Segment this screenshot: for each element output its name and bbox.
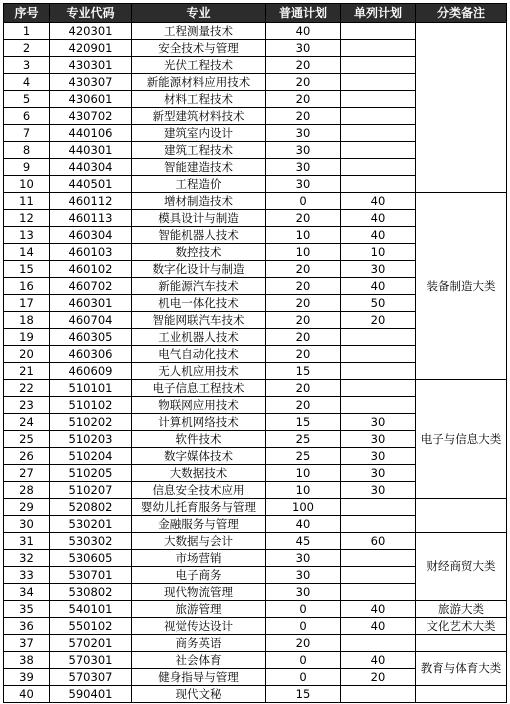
row-regular-plan: 30 xyxy=(266,159,341,176)
row-regular-plan: 20 xyxy=(266,210,341,227)
row-regular-plan: 0 xyxy=(266,193,341,210)
row-major: 数控技术 xyxy=(132,244,266,261)
row-separate-plan xyxy=(341,108,416,125)
row-regular-plan: 25 xyxy=(266,448,341,465)
row-index: 21 xyxy=(4,363,50,380)
row-separate-plan: 20 xyxy=(341,312,416,329)
row-code: 590401 xyxy=(50,686,132,703)
row-separate-plan: 40 xyxy=(341,652,416,669)
row-major: 新型建筑材料技术 xyxy=(132,108,266,125)
row-regular-plan: 10 xyxy=(266,227,341,244)
row-index: 2 xyxy=(4,40,50,57)
header-category: 分类备注 xyxy=(416,4,507,23)
row-major: 建筑室内设计 xyxy=(132,125,266,142)
row-separate-plan: 10 xyxy=(341,244,416,261)
row-index: 18 xyxy=(4,312,50,329)
row-regular-plan: 20 xyxy=(266,91,341,108)
row-regular-plan: 100 xyxy=(266,499,341,516)
row-regular-plan: 0 xyxy=(266,669,341,686)
category-cell xyxy=(416,635,507,652)
row-major: 增材制造技术 xyxy=(132,193,266,210)
row-separate-plan: 30 xyxy=(341,482,416,499)
row-regular-plan: 30 xyxy=(266,567,341,584)
row-regular-plan: 45 xyxy=(266,533,341,550)
table-row xyxy=(4,499,507,516)
row-major: 商务英语 xyxy=(132,635,266,652)
row-code: 430307 xyxy=(50,74,132,91)
row-separate-plan xyxy=(341,550,416,567)
row-index: 7 xyxy=(4,125,50,142)
row-separate-plan xyxy=(341,516,416,533)
row-code: 460305 xyxy=(50,329,132,346)
row-regular-plan: 20 xyxy=(266,57,341,74)
row-major: 婴幼儿托育服务与管理 xyxy=(132,499,266,516)
row-code: 520802 xyxy=(50,499,132,516)
row-major: 新能源汽车技术 xyxy=(132,278,266,295)
row-index: 23 xyxy=(4,397,50,414)
row-major: 材料工程技术 xyxy=(132,91,266,108)
row-major: 无人机应用技术 xyxy=(132,363,266,380)
row-major: 软件技术 xyxy=(132,431,266,448)
row-index: 36 xyxy=(4,618,50,635)
row-major: 大数据技术 xyxy=(132,465,266,482)
row-code: 530302 xyxy=(50,533,132,550)
row-separate-plan xyxy=(341,74,416,91)
row-major: 智能建造技术 xyxy=(132,159,266,176)
row-major: 金融服务与管理 xyxy=(132,516,266,533)
category-cell: 旅游大类 xyxy=(416,601,507,618)
row-major: 安全技术与管理 xyxy=(132,40,266,57)
row-index: 14 xyxy=(4,244,50,261)
category-cell: 电子与信息大类 xyxy=(416,380,507,499)
row-regular-plan: 15 xyxy=(266,363,341,380)
row-separate-plan xyxy=(341,23,416,40)
row-separate-plan: 40 xyxy=(341,601,416,618)
row-index: 10 xyxy=(4,176,50,193)
header-regular-plan: 普通计划 xyxy=(266,4,341,23)
table-row xyxy=(4,380,507,397)
row-index: 1 xyxy=(4,23,50,40)
row-code: 460112 xyxy=(50,193,132,210)
row-code: 430601 xyxy=(50,91,132,108)
category-cell xyxy=(416,499,507,533)
row-code: 510205 xyxy=(50,465,132,482)
row-code: 420301 xyxy=(50,23,132,40)
table-row xyxy=(4,533,507,550)
row-separate-plan xyxy=(341,125,416,142)
row-regular-plan: 30 xyxy=(266,40,341,57)
row-index: 39 xyxy=(4,669,50,686)
category-cell: 教育与体育大类 xyxy=(416,652,507,686)
row-code: 460102 xyxy=(50,261,132,278)
row-code: 460609 xyxy=(50,363,132,380)
row-separate-plan xyxy=(341,176,416,193)
row-separate-plan: 30 xyxy=(341,431,416,448)
row-regular-plan: 30 xyxy=(266,550,341,567)
row-major: 健身指导与管理 xyxy=(132,669,266,686)
row-major: 计算机网络技术 xyxy=(132,414,266,431)
row-regular-plan: 20 xyxy=(266,346,341,363)
row-index: 34 xyxy=(4,584,50,601)
row-separate-plan xyxy=(341,329,416,346)
row-regular-plan: 30 xyxy=(266,125,341,142)
row-index: 3 xyxy=(4,57,50,74)
row-code: 510101 xyxy=(50,380,132,397)
row-index: 11 xyxy=(4,193,50,210)
row-code: 510204 xyxy=(50,448,132,465)
header-major: 专业 xyxy=(132,4,266,23)
row-regular-plan: 20 xyxy=(266,329,341,346)
table-row xyxy=(4,618,507,635)
row-index: 20 xyxy=(4,346,50,363)
row-separate-plan: 40 xyxy=(341,210,416,227)
table-header-row xyxy=(4,4,507,23)
row-regular-plan: 20 xyxy=(266,278,341,295)
row-regular-plan: 25 xyxy=(266,431,341,448)
row-separate-plan xyxy=(341,57,416,74)
row-separate-plan xyxy=(341,380,416,397)
row-index: 27 xyxy=(4,465,50,482)
row-regular-plan: 20 xyxy=(266,397,341,414)
row-index: 31 xyxy=(4,533,50,550)
row-major: 数字媒体技术 xyxy=(132,448,266,465)
row-major: 旅游管理 xyxy=(132,601,266,618)
row-code: 430702 xyxy=(50,108,132,125)
row-index: 8 xyxy=(4,142,50,159)
row-major: 市场营销 xyxy=(132,550,266,567)
row-regular-plan: 0 xyxy=(266,618,341,635)
row-index: 5 xyxy=(4,91,50,108)
row-major: 智能机器人技术 xyxy=(132,227,266,244)
row-index: 24 xyxy=(4,414,50,431)
row-index: 19 xyxy=(4,329,50,346)
row-major: 光伏工程技术 xyxy=(132,57,266,74)
row-regular-plan: 15 xyxy=(266,686,341,703)
row-code: 570201 xyxy=(50,635,132,652)
row-separate-plan xyxy=(341,363,416,380)
row-code: 530701 xyxy=(50,567,132,584)
row-regular-plan: 40 xyxy=(266,516,341,533)
row-major: 现代物流管理 xyxy=(132,584,266,601)
row-index: 35 xyxy=(4,601,50,618)
row-regular-plan: 20 xyxy=(266,635,341,652)
row-code: 440106 xyxy=(50,125,132,142)
category-cell: 文化艺术大类 xyxy=(416,618,507,635)
row-regular-plan: 20 xyxy=(266,295,341,312)
row-code: 530802 xyxy=(50,584,132,601)
row-regular-plan: 40 xyxy=(266,23,341,40)
row-code: 460103 xyxy=(50,244,132,261)
row-separate-plan xyxy=(341,584,416,601)
row-major: 新能源材料应用技术 xyxy=(132,74,266,91)
category-cell xyxy=(416,686,507,703)
header-separate-plan: 单列计划 xyxy=(341,4,416,23)
row-major: 社会体育 xyxy=(132,652,266,669)
row-separate-plan: 40 xyxy=(341,227,416,244)
row-code: 460301 xyxy=(50,295,132,312)
row-major: 工程测量技术 xyxy=(132,23,266,40)
row-major: 工业机器人技术 xyxy=(132,329,266,346)
row-separate-plan: 50 xyxy=(341,295,416,312)
table-row xyxy=(4,23,507,40)
row-separate-plan xyxy=(341,346,416,363)
row-regular-plan: 20 xyxy=(266,108,341,125)
row-index: 38 xyxy=(4,652,50,669)
row-code: 510203 xyxy=(50,431,132,448)
row-major: 信息安全技术应用 xyxy=(132,482,266,499)
row-major: 工程造价 xyxy=(132,176,266,193)
row-major: 电气自动化技术 xyxy=(132,346,266,363)
row-code: 570307 xyxy=(50,669,132,686)
row-code: 460704 xyxy=(50,312,132,329)
row-index: 32 xyxy=(4,550,50,567)
row-separate-plan: 30 xyxy=(341,414,416,431)
table-row xyxy=(4,652,507,669)
row-regular-plan: 30 xyxy=(266,584,341,601)
row-index: 9 xyxy=(4,159,50,176)
row-separate-plan xyxy=(341,397,416,414)
row-major: 机电一体化技术 xyxy=(132,295,266,312)
row-separate-plan: 40 xyxy=(341,193,416,210)
row-major: 数字化设计与制造 xyxy=(132,261,266,278)
row-code: 550102 xyxy=(50,618,132,635)
row-index: 37 xyxy=(4,635,50,652)
row-index: 15 xyxy=(4,261,50,278)
row-index: 40 xyxy=(4,686,50,703)
row-code: 530605 xyxy=(50,550,132,567)
row-regular-plan: 15 xyxy=(266,414,341,431)
row-major: 视觉传达设计 xyxy=(132,618,266,635)
row-separate-plan: 30 xyxy=(341,448,416,465)
row-major: 大数据与会计 xyxy=(132,533,266,550)
row-major: 模具设计与制造 xyxy=(132,210,266,227)
row-separate-plan: 30 xyxy=(341,261,416,278)
table-row xyxy=(4,686,507,703)
row-regular-plan: 10 xyxy=(266,482,341,499)
row-separate-plan xyxy=(341,142,416,159)
row-separate-plan: 30 xyxy=(341,465,416,482)
row-regular-plan: 20 xyxy=(266,261,341,278)
row-regular-plan: 30 xyxy=(266,176,341,193)
row-regular-plan: 20 xyxy=(266,380,341,397)
row-code: 540101 xyxy=(50,601,132,618)
row-index: 26 xyxy=(4,448,50,465)
row-index: 4 xyxy=(4,74,50,91)
row-index: 28 xyxy=(4,482,50,499)
row-separate-plan xyxy=(341,635,416,652)
row-separate-plan: 60 xyxy=(341,533,416,550)
row-regular-plan: 10 xyxy=(266,465,341,482)
row-separate-plan xyxy=(341,159,416,176)
table-row xyxy=(4,193,507,210)
row-separate-plan xyxy=(341,567,416,584)
row-regular-plan: 20 xyxy=(266,312,341,329)
row-major: 智能网联汽车技术 xyxy=(132,312,266,329)
row-separate-plan: 40 xyxy=(341,278,416,295)
row-code: 440304 xyxy=(50,159,132,176)
category-cell: 财经商贸大类 xyxy=(416,533,507,601)
category-cell xyxy=(416,23,507,193)
row-major: 建筑工程技术 xyxy=(132,142,266,159)
row-major: 物联网应用技术 xyxy=(132,397,266,414)
row-major: 现代文秘 xyxy=(132,686,266,703)
row-regular-plan: 0 xyxy=(266,652,341,669)
row-index: 17 xyxy=(4,295,50,312)
row-regular-plan: 20 xyxy=(266,74,341,91)
plan-table xyxy=(3,3,507,703)
row-regular-plan: 10 xyxy=(266,244,341,261)
row-major: 电子信息工程技术 xyxy=(132,380,266,397)
header-code: 专业代码 xyxy=(50,4,132,23)
row-regular-plan: 0 xyxy=(266,601,341,618)
row-index: 12 xyxy=(4,210,50,227)
row-code: 460306 xyxy=(50,346,132,363)
row-code: 460113 xyxy=(50,210,132,227)
row-code: 510102 xyxy=(50,397,132,414)
row-code: 440501 xyxy=(50,176,132,193)
row-code: 510202 xyxy=(50,414,132,431)
row-code: 420901 xyxy=(50,40,132,57)
category-cell: 装备制造大类 xyxy=(416,193,507,380)
row-separate-plan xyxy=(341,499,416,516)
row-index: 13 xyxy=(4,227,50,244)
row-index: 6 xyxy=(4,108,50,125)
row-index: 25 xyxy=(4,431,50,448)
row-major: 电子商务 xyxy=(132,567,266,584)
row-code: 460702 xyxy=(50,278,132,295)
row-code: 440301 xyxy=(50,142,132,159)
row-index: 30 xyxy=(4,516,50,533)
header-index: 序号 xyxy=(4,4,50,23)
table-row xyxy=(4,635,507,652)
row-index: 22 xyxy=(4,380,50,397)
row-separate-plan: 20 xyxy=(341,669,416,686)
row-index: 33 xyxy=(4,567,50,584)
row-code: 530201 xyxy=(50,516,132,533)
row-separate-plan xyxy=(341,91,416,108)
table-row xyxy=(4,601,507,618)
row-separate-plan xyxy=(341,686,416,703)
row-code: 430301 xyxy=(50,57,132,74)
row-index: 16 xyxy=(4,278,50,295)
row-code: 460304 xyxy=(50,227,132,244)
row-code: 510207 xyxy=(50,482,132,499)
row-separate-plan: 40 xyxy=(341,618,416,635)
row-code: 570301 xyxy=(50,652,132,669)
row-separate-plan xyxy=(341,40,416,57)
row-index: 29 xyxy=(4,499,50,516)
row-regular-plan: 30 xyxy=(266,142,341,159)
